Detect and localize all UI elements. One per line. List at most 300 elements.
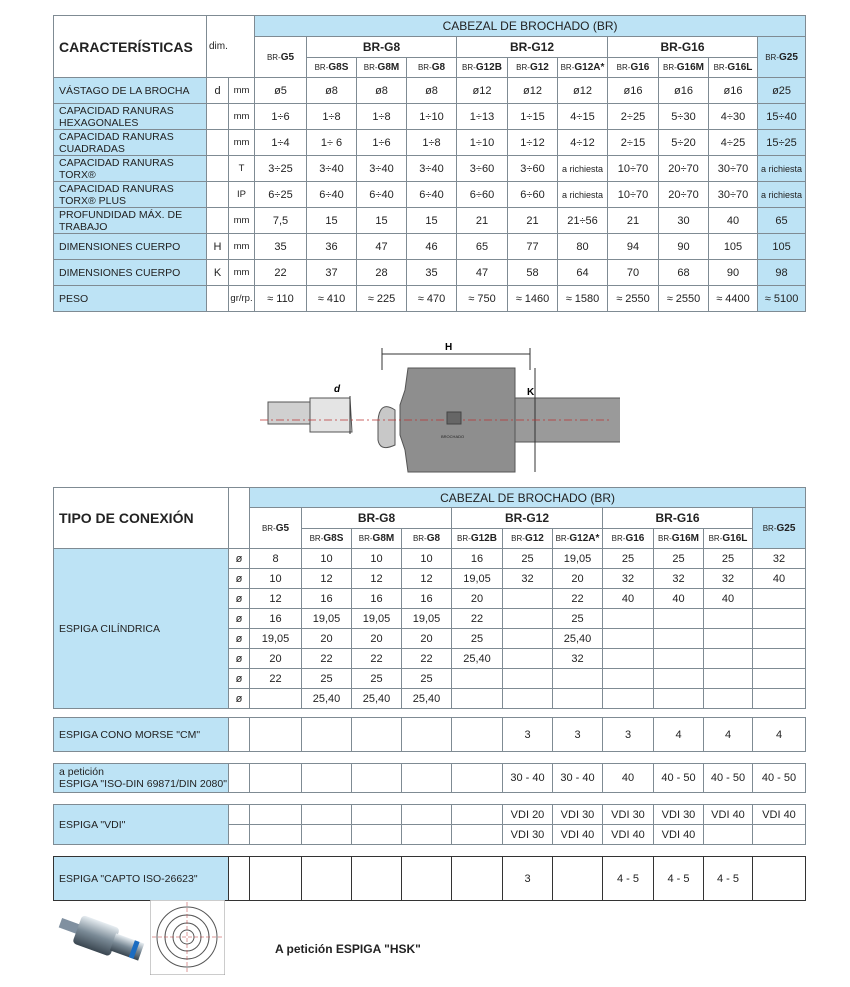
spec-unit: mm: [229, 208, 255, 234]
spec-symbol: K: [207, 260, 229, 286]
section-value: [302, 805, 352, 825]
cyl-value: [553, 669, 603, 689]
spec-value: ≈ 5100: [758, 286, 806, 312]
spec-value: 1÷6: [357, 130, 407, 156]
model-header: BR-G5: [255, 37, 307, 78]
cyl-value: [603, 689, 654, 709]
spec-value: ø16: [659, 78, 709, 104]
spec-symbol: [207, 182, 229, 208]
broaching-head-drawing: [260, 340, 620, 480]
family-header: BR-G8: [302, 508, 452, 529]
section-value: 4: [753, 718, 806, 752]
cyl-value: [503, 629, 553, 649]
spec-value: 4÷25: [709, 130, 758, 156]
section-value: 3: [603, 718, 654, 752]
cyl-value: [753, 589, 806, 609]
spec-value: 94: [608, 234, 659, 260]
cyl-value: 22: [553, 589, 603, 609]
cyl-value: 25: [603, 549, 654, 569]
section-value: [352, 825, 402, 845]
cyl-value: 25: [402, 669, 452, 689]
model-header: BR-G16: [608, 58, 659, 78]
section-value: [452, 805, 503, 825]
model-header: BR-G5: [250, 508, 302, 549]
hsk-technical-drawing: [150, 900, 225, 975]
section-value: [452, 764, 503, 793]
spec-value: 58: [508, 260, 558, 286]
model-header: BR-G25: [758, 37, 806, 78]
spec-value: 6÷40: [307, 182, 357, 208]
section-value: [250, 857, 302, 901]
cyl-row: [54, 549, 806, 569]
cyl-value: 20: [452, 589, 503, 609]
cyl-value: 40: [603, 589, 654, 609]
family-header: BR-G16: [603, 508, 753, 529]
section-value: 40 - 50: [654, 764, 704, 793]
cyl-value: 12: [352, 569, 402, 589]
spec-value: ≈ 2550: [608, 286, 659, 312]
spec-value: 3÷40: [307, 156, 357, 182]
spec-value: 3÷60: [508, 156, 558, 182]
cyl-value: 25,40: [553, 629, 603, 649]
broach-shank: [268, 402, 310, 424]
section-value: [402, 825, 452, 845]
cyl-value: [603, 629, 654, 649]
cyl-value: [503, 649, 553, 669]
spec-value: 3÷60: [457, 156, 508, 182]
spec-value: 65: [758, 208, 806, 234]
section-value: 30 - 40: [553, 764, 603, 793]
cyl-value: 19,05: [402, 609, 452, 629]
cyl-value: 16: [302, 589, 352, 609]
spec-value: 15: [307, 208, 357, 234]
diameter-symbol: ø: [229, 649, 250, 669]
cyl-value: 10: [302, 549, 352, 569]
cyl-value: 25: [302, 669, 352, 689]
cyl-value: 25: [553, 609, 603, 629]
spec-value: 90: [709, 260, 758, 286]
spec-value: 21: [608, 208, 659, 234]
cyl-value: [654, 649, 704, 669]
section-label-line: a petición: [59, 766, 104, 778]
section-value: 40 - 50: [704, 764, 753, 793]
section-row: [54, 857, 806, 901]
cyl-value: [753, 669, 806, 689]
cyl-value: 25: [503, 549, 553, 569]
cyl-value: 19,05: [302, 609, 352, 629]
model-header: BR-G8S: [307, 58, 357, 78]
family-header: BR-G8: [307, 37, 457, 58]
section-value: 40: [603, 764, 654, 793]
section-value: [704, 825, 753, 845]
label-k: K: [527, 387, 535, 398]
spec-value: 77: [508, 234, 558, 260]
logo-text: BROCHADO: [441, 434, 465, 439]
spec-value: ø25: [758, 78, 806, 104]
section-value: [352, 764, 402, 793]
cyl-value: 12: [302, 569, 352, 589]
spec-value: 40: [709, 208, 758, 234]
hsk-tool-photo: [55, 905, 150, 975]
spec-value: ø12: [508, 78, 558, 104]
cyl-value: 20: [302, 629, 352, 649]
spec-symbol: [207, 208, 229, 234]
spec-value: 5÷20: [659, 130, 709, 156]
model-header: BR-G16: [603, 529, 654, 549]
section-value: [352, 805, 402, 825]
cyl-value: 16: [402, 589, 452, 609]
characteristics-table: [53, 15, 806, 312]
spec-value: 2÷15: [608, 130, 659, 156]
spec-value: ø5: [255, 78, 307, 104]
spec-row: [54, 234, 806, 260]
section-value: 4 - 5: [704, 857, 753, 901]
cyl-value: [704, 689, 753, 709]
connection-title: TIPO DE CONEXIÓN: [54, 488, 229, 549]
spec-label: PESO: [54, 286, 207, 312]
spec-value: 35: [255, 234, 307, 260]
section-value: [402, 857, 452, 901]
spec-unit: mm: [229, 130, 255, 156]
model-header: BR-G12: [508, 58, 558, 78]
spec-value: 1÷8: [407, 130, 457, 156]
cyl-value: [553, 689, 603, 709]
spec-unit: mm: [229, 260, 255, 286]
model-header: BR-G12: [503, 529, 553, 549]
section-value: [250, 805, 302, 825]
section-value: VDI 30: [503, 825, 553, 845]
spec-label: CAPACIDAD RANURAS TORX® PLUS: [54, 182, 207, 208]
section-value: VDI 30: [654, 805, 704, 825]
spec-value: ø16: [608, 78, 659, 104]
section-value: [302, 857, 352, 901]
model-header: BR-G16L: [709, 58, 758, 78]
spec-value: 70: [608, 260, 659, 286]
cyl-value: 32: [753, 549, 806, 569]
spec-value: 1÷13: [457, 104, 508, 130]
spec-value: 5÷30: [659, 104, 709, 130]
cyl-value: 10: [402, 549, 452, 569]
section-value: [402, 764, 452, 793]
section-value: VDI 30: [603, 805, 654, 825]
section-row: [54, 805, 806, 825]
section-label: [54, 718, 229, 752]
section-value: [250, 718, 302, 752]
spec-value: a richiesta: [758, 156, 806, 182]
spec-value: 3÷40: [357, 156, 407, 182]
spec-value: 1÷8: [357, 104, 407, 130]
section-value: VDI 40: [704, 805, 753, 825]
spec-value: a richiesta: [558, 182, 608, 208]
spec-unit: gr/rp.: [229, 286, 255, 312]
cyl-value: [654, 689, 704, 709]
cyl-value: 25,40: [452, 649, 503, 669]
cyl-value: 32: [603, 569, 654, 589]
spec-row: [54, 78, 806, 104]
spec-label: CAPACIDAD RANURAS TORX®: [54, 156, 207, 182]
family-header: BR-G16: [608, 37, 758, 58]
spec-value: ≈ 2550: [659, 286, 709, 312]
diameter-symbol: ø: [229, 629, 250, 649]
section-value: 4 - 5: [603, 857, 654, 901]
spec-value: 6÷40: [407, 182, 457, 208]
section-value: VDI 40: [753, 805, 806, 825]
section-value: [402, 718, 452, 752]
cyl-value: [654, 609, 704, 629]
spec-value: ø8: [357, 78, 407, 104]
spec-value: 28: [357, 260, 407, 286]
model-header: BR-G25: [753, 508, 806, 549]
group-title: CABEZAL DE BROCHADO (BR): [250, 488, 806, 508]
spec-row: [54, 156, 806, 182]
spec-label: VÁSTAGO DE LA BROCHA: [54, 78, 207, 104]
spec-value: 4÷12: [558, 130, 608, 156]
spec-value: 15: [407, 208, 457, 234]
spec-value: 20÷70: [659, 182, 709, 208]
spec-value: 1÷4: [255, 130, 307, 156]
spec-value: ≈ 410: [307, 286, 357, 312]
spec-value: a richiesta: [558, 156, 608, 182]
cyl-value: 25: [352, 669, 402, 689]
cyl-value: 12: [250, 589, 302, 609]
cyl-value: [452, 669, 503, 689]
spec-value: 35: [407, 260, 457, 286]
spec-value: 1÷10: [457, 130, 508, 156]
cyl-value: [503, 609, 553, 629]
model-header: BR-G16M: [654, 529, 704, 549]
cyl-value: 22: [352, 649, 402, 669]
cyl-value: 22: [402, 649, 452, 669]
cyl-value: 22: [250, 669, 302, 689]
cyl-value: 19,05: [452, 569, 503, 589]
cyl-value: 25,40: [402, 689, 452, 709]
spec-value: ≈ 110: [255, 286, 307, 312]
spec-value: 2÷25: [608, 104, 659, 130]
cyl-value: 40: [753, 569, 806, 589]
section-value: 4 - 5: [654, 857, 704, 901]
spec-symbol: [207, 104, 229, 130]
cyl-value: 25,40: [352, 689, 402, 709]
section-label-line: ESPIGA "ISO-DIN 69871/DIN 2080": [59, 778, 227, 790]
cyl-value: 20: [250, 649, 302, 669]
spec-value: 4÷15: [558, 104, 608, 130]
spec-value: ø12: [558, 78, 608, 104]
cyl-value: [704, 669, 753, 689]
section-label: [54, 857, 229, 901]
spec-value: 46: [407, 234, 457, 260]
spec-value: 98: [758, 260, 806, 286]
spec-unit: IP: [229, 182, 255, 208]
broach-body: [310, 398, 352, 432]
capto-section: [53, 856, 806, 901]
label-d: d: [334, 384, 341, 395]
cyl-value: 10: [250, 569, 302, 589]
cyl-value: 16: [352, 589, 402, 609]
spec-value: 15÷40: [758, 104, 806, 130]
section-row: [54, 718, 806, 752]
cyl-value: [452, 689, 503, 709]
connection-table: [53, 487, 806, 709]
spec-value: ≈ 470: [407, 286, 457, 312]
label-h: H: [445, 342, 453, 353]
family-header: BR-G12: [452, 508, 603, 529]
spec-value: ≈ 4400: [709, 286, 758, 312]
spec-symbol: H: [207, 234, 229, 260]
diameter-symbol: ø: [229, 669, 250, 689]
cyl-value: 16: [250, 609, 302, 629]
cyl-value: 25,40: [302, 689, 352, 709]
spec-value: 1÷15: [508, 104, 558, 130]
spec-value: ≈ 1460: [508, 286, 558, 312]
spec-symbol: d: [207, 78, 229, 104]
cyl-value: [503, 689, 553, 709]
spec-value: 64: [558, 260, 608, 286]
spec-symbol: [207, 286, 229, 312]
spec-unit: mm: [229, 104, 255, 130]
spec-value: 1÷10: [407, 104, 457, 130]
section-value: [452, 825, 503, 845]
cyl-value: 25: [704, 549, 753, 569]
section-value: [753, 825, 806, 845]
cyl-value: [603, 609, 654, 629]
section-value: VDI 30: [553, 805, 603, 825]
cyl-value: 32: [654, 569, 704, 589]
model-header: BR-G8S: [302, 529, 352, 549]
model-header: BR-G12A*: [558, 58, 608, 78]
characteristics-title: CARACTERÍSTICAS: [54, 16, 207, 78]
section-value: [452, 718, 503, 752]
cyl-value: 40: [654, 589, 704, 609]
section-value: VDI 20: [503, 805, 553, 825]
spec-row: [54, 182, 806, 208]
cyl-value: 32: [503, 569, 553, 589]
section-value: 3: [553, 718, 603, 752]
spec-unit: mm: [229, 78, 255, 104]
section-label: [54, 764, 229, 793]
section-row: [54, 764, 806, 793]
section-label: [54, 805, 229, 845]
cyl-value: 12: [402, 569, 452, 589]
section-value: [402, 805, 452, 825]
section-value: 30 - 40: [503, 764, 553, 793]
model-header: BR-G16M: [659, 58, 709, 78]
spec-row: [54, 286, 806, 312]
spec-value: 65: [457, 234, 508, 260]
spec-row: [54, 130, 806, 156]
section-value: [452, 857, 503, 901]
cyl-value: [503, 589, 553, 609]
spec-label: CAPACIDAD RANURAS CUADRADAS: [54, 130, 207, 156]
diameter-symbol: ø: [229, 689, 250, 709]
cyl-value: 22: [452, 609, 503, 629]
section-value: [302, 825, 352, 845]
section-value: 4: [654, 718, 704, 752]
vdi-section: [53, 804, 806, 845]
spec-value: 68: [659, 260, 709, 286]
spec-value: 21÷56: [558, 208, 608, 234]
spec-value: 4÷30: [709, 104, 758, 130]
section-label-line: ESPIGA "CAPTO ISO-26623": [59, 872, 198, 885]
section-value: VDI 40: [553, 825, 603, 845]
spec-value: ≈ 1580: [558, 286, 608, 312]
diameter-symbol: ø: [229, 589, 250, 609]
cyl-value: [654, 629, 704, 649]
section-value: [753, 857, 806, 901]
section-value: 3: [503, 857, 553, 901]
cyl-value: 19,05: [250, 629, 302, 649]
group-title: CABEZAL DE BROCHADO (BR): [255, 16, 806, 37]
section-value: [250, 764, 302, 793]
cyl-value: 10: [352, 549, 402, 569]
spec-value: ø16: [709, 78, 758, 104]
spec-value: 6÷40: [357, 182, 407, 208]
cyl-value: [603, 669, 654, 689]
spec-value: 10÷70: [608, 182, 659, 208]
spec-value: 37: [307, 260, 357, 286]
model-header: BR-G8: [402, 529, 452, 549]
cyl-value: 19,05: [352, 609, 402, 629]
logo-icon: [447, 412, 461, 424]
model-header: BR-G12A*: [553, 529, 603, 549]
spec-value: 30÷70: [709, 182, 758, 208]
section-label-line: ESPIGA CONO MORSE "CM": [59, 728, 201, 741]
spec-value: 90: [659, 234, 709, 260]
cyl-value: [704, 609, 753, 629]
spec-value: 30: [659, 208, 709, 234]
cyl-value: [753, 689, 806, 709]
cyl-value: [503, 669, 553, 689]
cyl-value: 40: [704, 589, 753, 609]
spec-value: 21: [457, 208, 508, 234]
spec-value: 36: [307, 234, 357, 260]
section-value: 40 - 50: [753, 764, 806, 793]
spec-value: 15÷25: [758, 130, 806, 156]
section-value: [250, 825, 302, 845]
spec-value: 3÷40: [407, 156, 457, 182]
cyl-value: [704, 649, 753, 669]
cyl-value: [654, 669, 704, 689]
spec-value: 80: [558, 234, 608, 260]
spec-value: a richiesta: [758, 182, 806, 208]
cyl-value: 8: [250, 549, 302, 569]
spec-unit: mm: [229, 234, 255, 260]
cyl-value: 20: [553, 569, 603, 589]
section-value: VDI 40: [654, 825, 704, 845]
cyl-value: [753, 629, 806, 649]
morse-section: [53, 717, 806, 752]
spec-value: 21: [508, 208, 558, 234]
spec-row: [54, 104, 806, 130]
section-value: VDI 40: [603, 825, 654, 845]
cyl-value: 32: [704, 569, 753, 589]
spec-value: 3÷25: [255, 156, 307, 182]
spec-label: PROFUNDIDAD MÁX. DE TRABAJO: [54, 208, 207, 234]
cyl-value: [753, 649, 806, 669]
model-header: BR-G12B: [457, 58, 508, 78]
cyl-value: [753, 609, 806, 629]
section-value: [302, 764, 352, 793]
cyl-value: 25: [654, 549, 704, 569]
spec-symbol: [207, 156, 229, 182]
section-label-line: ESPIGA "VDI": [59, 818, 126, 831]
cyl-value: 20: [352, 629, 402, 649]
section-value: [352, 718, 402, 752]
spec-value: 20÷70: [659, 156, 709, 182]
hsk-note: A petición ESPIGA "HSK": [275, 942, 421, 956]
model-header: BR-G16L: [704, 529, 753, 549]
section-value: 4: [704, 718, 753, 752]
cyl-value: 25: [452, 629, 503, 649]
